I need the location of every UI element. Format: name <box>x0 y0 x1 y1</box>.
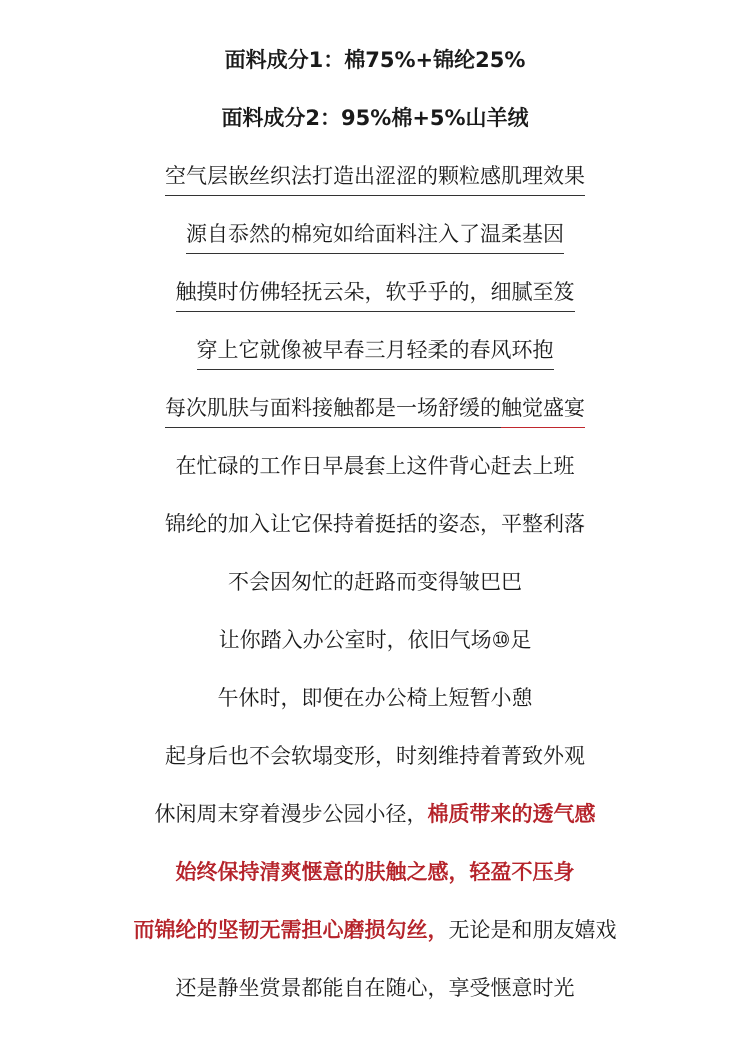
fabric-composition-1 <box>0 45 750 75</box>
text-12: 午休时，即便在办公椅上短暂小憩 <box>217 686 533 710</box>
text-line-12 <box>0 683 750 713</box>
text-14-plain: 休闲周末穿着漫步公园小径， <box>154 802 428 826</box>
underlined-text-3: 空气层嵌丝织法打造出涩涩的颗粒感肌理效果 <box>165 161 585 196</box>
text-16-plain: 无论是和朋友嬉戏 <box>448 918 617 942</box>
underlined-text-4: 源自忝然的棉宛如给面料注入了温柔基因 <box>186 219 564 254</box>
text-8: 在忙碌的工作日早晨套上这件背心赶去上班 <box>175 454 575 478</box>
text-15-highlight: 始终保持清爽惬意的肤触之感，轻盈不压身 <box>175 860 575 884</box>
text-line-13 <box>0 741 750 771</box>
text-line-17 <box>0 973 750 1003</box>
underlined-text-7-main: 每次肌肤与面料接触都是一场舒缓的 <box>165 396 501 420</box>
text-line-16 <box>0 915 750 945</box>
underlined-line-5 <box>0 277 750 312</box>
text-17: 还是静坐赏景都能自在随心，享受惬意时光 <box>175 976 575 1000</box>
fabric-composition-2 <box>0 103 750 133</box>
text-16-highlight: 而锦纶的坚韧无需担心磨损勾丝， <box>133 918 449 942</box>
underlined-text-6: 穿上它就像被早春三月轻柔的春风环抱 <box>197 335 554 370</box>
fabric-composition-1-text: 面料成分1：棉75%+锦纶25% <box>224 48 526 72</box>
text-line-11 <box>0 625 750 655</box>
text-line-14 <box>0 799 750 829</box>
fabric-composition-2-text: 面料成分2：95%棉+5%山羊绒 <box>221 106 529 130</box>
text-line-10 <box>0 567 750 597</box>
text-line-8 <box>0 451 750 481</box>
text-line-9 <box>0 509 750 539</box>
text-13: 起身后也不会软塌变形，时刻维持着菁致外观 <box>165 744 585 768</box>
underlined-line-3 <box>0 161 750 196</box>
underlined-text-5: 触摸时仿佛轻抚云朵，软乎乎的，细腻至笈 <box>176 277 575 312</box>
underlined-text-7 <box>165 393 585 428</box>
underlined-line-7 <box>0 393 750 428</box>
text-line-15 <box>0 857 750 887</box>
text-14-highlight: 棉质带来的透气感 <box>427 802 596 826</box>
underlined-text-7-accent: 触觉盛宴 <box>501 393 585 428</box>
text-11: 让你踏入办公室时，依旧气场⑩足 <box>218 628 532 652</box>
underlined-line-6 <box>0 335 750 370</box>
text-9: 锦纶的加入让它保持着挺括的姿态，平整利落 <box>165 512 585 536</box>
underlined-line-4 <box>0 219 750 254</box>
text-10: 不会因匆忙的赶路而变得皱巴巴 <box>228 570 522 594</box>
